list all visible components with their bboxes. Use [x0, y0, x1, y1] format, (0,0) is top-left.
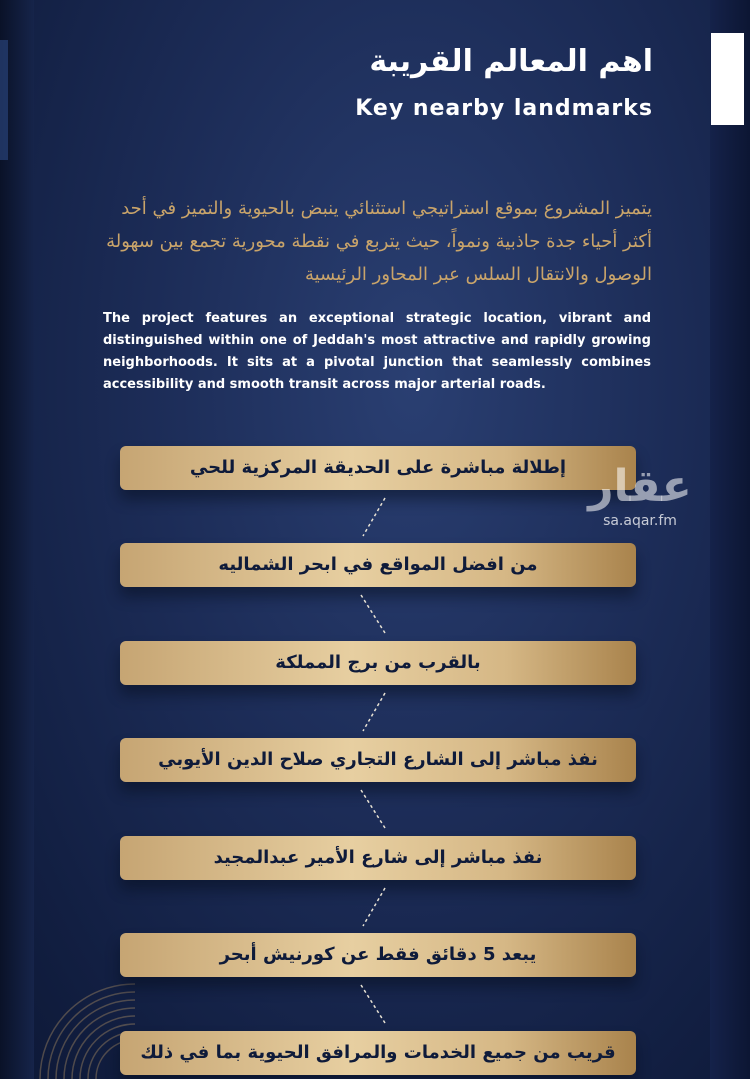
connector-line: [355, 981, 395, 1027]
landmark-item-3: بالقرب من برج المملكة: [120, 641, 636, 685]
page-title-arabic: اهم المعالم القريبة: [369, 44, 653, 79]
watermark-logo-text: عقار: [588, 461, 692, 512]
connector-line: [355, 786, 395, 832]
connector-line: [355, 884, 395, 930]
white-tab-marker: [711, 33, 744, 125]
landmark-item-2: من افضل المواقع في ابحر الشماليه: [120, 543, 636, 587]
landmark-item-4: نفذ مباشر إلى الشارع التجاري صلاح الدين الأيوبي: [120, 738, 636, 782]
landmark-item-6: يبعد 5 دقائق فقط عن كورنيش أبحر: [120, 933, 636, 977]
landmark-item-7: قريب من جميع الخدمات والمرافق الحيوية بما في ذلك: [120, 1031, 636, 1075]
connector-line: [355, 591, 395, 637]
left-edge-accent: [0, 40, 8, 160]
landmark-item-1: إطلالة مباشرة على الحديقة المركزية للحي: [120, 446, 636, 490]
page-title-english: Key nearby landmarks: [355, 96, 653, 121]
right-edge: [710, 0, 750, 1079]
watermark-url: sa.aqar.fm: [603, 513, 677, 529]
left-edge: [0, 0, 34, 1079]
watermark: [583, 462, 697, 530]
intro-paragraph-arabic: يتميز المشروع بموقع استراتيجي استثنائي ينبض بالحيوية والتميز في أحد أكثر أحياء جدة جاذبية ونمواً، حيث يتربع في نقطة محورية تجمع بين سهولة الوصول والانتقال السلس عبر المحاور الرئيسية: [106, 198, 652, 285]
decorative-arcs: [0, 930, 140, 1079]
connector-line: [355, 494, 395, 540]
connector-line: [355, 689, 395, 735]
intro-paragraph-english: The project features an exceptional strategic location, vibrant and distinguished within one of Jeddah's most attractive and rapidly growing neighborhoods. It sits at a pivotal junction that seamlessly combines accessibility and smooth transit across major arterial roads.: [103, 311, 651, 392]
landmark-item-5: نفذ مباشر إلى شارع الأمير عبدالمجيد: [120, 836, 636, 880]
